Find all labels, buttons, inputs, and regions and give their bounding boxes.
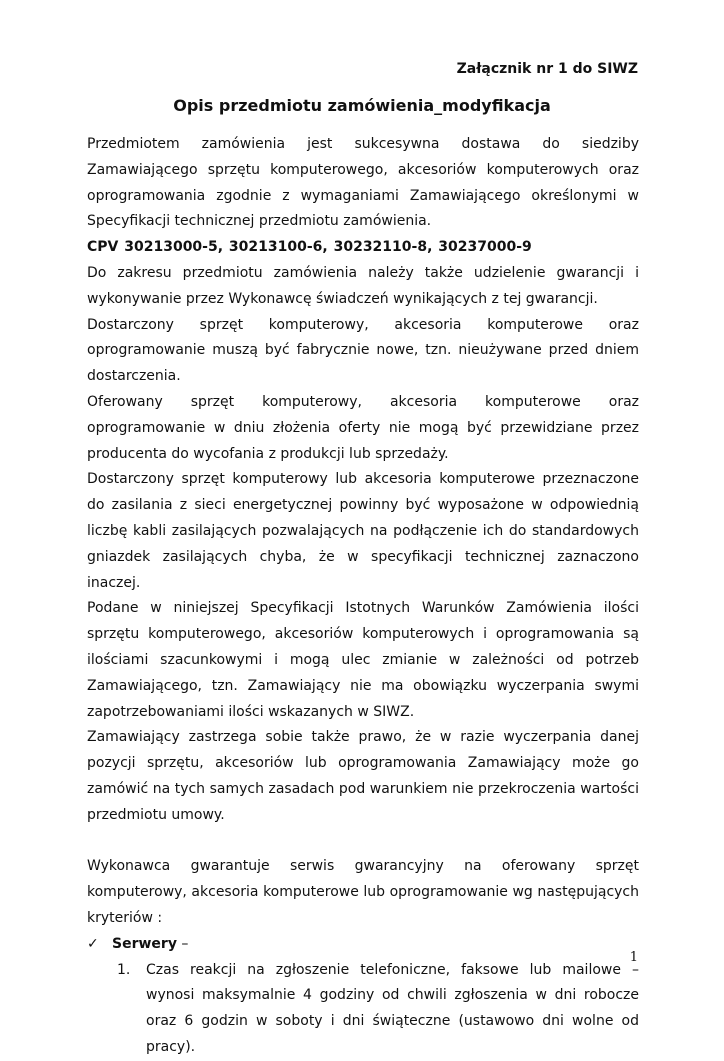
annex-label: Załącznik nr 1 do SIWZ: [456, 61, 638, 77]
checkmark-icon: ✓: [87, 935, 99, 952]
bullet-text: [112, 932, 188, 958]
paragraph-warranty-service: Wykonawca gwarantuje serwis gwarancyjny na oferowany sprzęt komputerowy, akcesoria komputerowe lub oprogramowanie wg następujących kryteriów :: [87, 858, 639, 926]
paragraph-power-cables: Dostarczony sprzęt komputerowy lub akcesoria komputerowe przeznaczone do zasilania z sieci energetycznej powinny być wyposażone w odpowiednią liczbę kabli zasilających pozwalających na podłączenie ich do standardowych gniazdek zasilających chyba, że w specyfikacji technicznej zaznaczono inaczej.: [87, 471, 639, 591]
cpv-codes: CPV 30213000-5, 30213100-6, 30232110-8, 30237000-9: [87, 239, 532, 256]
bullet-suffix: –: [176, 935, 189, 952]
bullet-servers: [87, 932, 639, 958]
document-title: Opis przedmiotu zamówienia_modyfikacja: [173, 96, 551, 115]
paragraph-not-discontinued: Oferowany sprzęt komputerowy, akcesoria komputerowe oraz oprogramowanie w dniu złożenia oferty nie mogą być przewidziane przez producenta do wycofania z produkcji lub sprzedaży.: [87, 393, 639, 462]
bullet-label: Serwery: [112, 935, 177, 952]
document-body: [87, 132, 639, 1061]
list-item: [87, 958, 639, 1061]
paragraph-reservation: Zamawiający zastrzega sobie także prawo, że w razie wyczerpania danej pozycji sprzętu, akcesoriów lub oprogramowania Zamawiający może go zamówić na tych samych zasadach pod warunkiem nie przekroczenia wartości przedmiotu umowy.: [87, 729, 639, 823]
paragraph-warranty-scope: Do zakresu przedmiotu zamówienia należy także udzielenie gwarancji i wykonywanie przez Wykonawcę świadczeń wynikających z tej gwarancji.: [87, 264, 639, 307]
list-item-text: Czas reakcji na zgłoszenie telefoniczne, faksowe lub mailowe – wynosi maksymalnie 4 godziny od chwili zgłoszenia w dni robocze oraz 6 godzin w soboty i dni świąteczne (ustawowo dni wolne od pracy).: [146, 961, 639, 1055]
page-number: 1: [629, 950, 638, 965]
paragraph-subject: Przedmiotem zamówienia jest sukcesywna dostawa do siedziby Zamawiającego sprzętu komputerowego, akcesoriów komputerowych oraz oprogramowania zgodnie z wymaganiami Zamawiającego określonymi w Specyfikacji technicznej przedmiotu zamówienia.: [87, 136, 639, 230]
paragraph-quantities: Podane w niniejszej Specyfikacji Istotnych Warunków Zamówienia ilości sprzętu komputerowego, akcesoriów komputerowych i oprogramowania są ilościami szacunkowymi i mogą ulec zmianie w zależności od potrzeb Zamawiającego, tzn. Zamawiający nie ma obowiązku wyczerpania swymi zapotrzebowaniami ilości wskazanych w SIWZ.: [87, 600, 639, 720]
paragraph-new-equipment: Dostarczony sprzęt komputerowy, akcesoria komputerowe oraz oprogramowanie muszą być fabrycznie nowe, tzn. nieużywane przed dniem dostarczenia.: [87, 316, 639, 385]
list-item-number: 1.: [117, 961, 131, 978]
